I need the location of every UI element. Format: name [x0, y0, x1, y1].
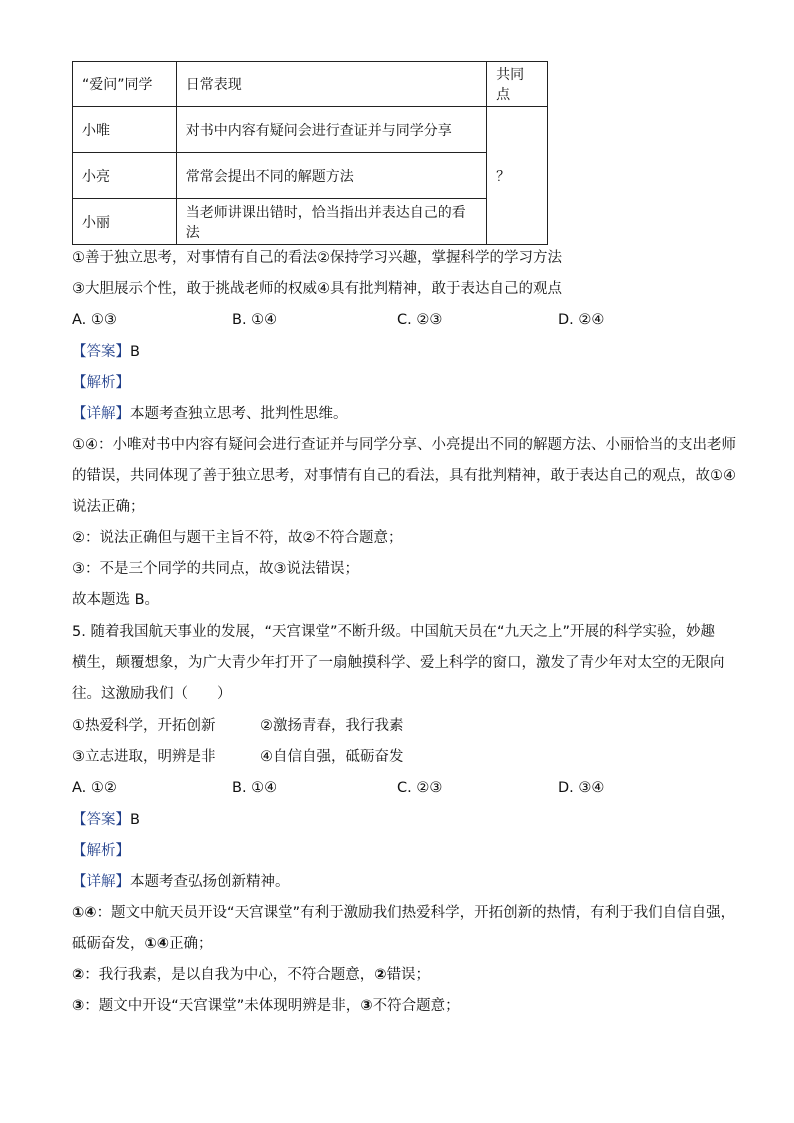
- explanation-text: 正确；: [169, 936, 213, 952]
- explanation-text: 砥砺奋发，: [72, 936, 145, 952]
- header-common: 共同点: [487, 62, 548, 107]
- student-behavior: 当老师讲课出错时，恰当指出并表达自己的看法: [176, 199, 486, 245]
- q5-statement-3: ③立志进取，明辨是非: [72, 749, 216, 765]
- option-label: ③: [72, 998, 85, 1014]
- q4-explanation-line-2: 的错误，共同体现了善于独立思考，对事情有自己的看法，具有批判精神，敢于表达自己的观点，故①④: [72, 468, 736, 484]
- q5-explanation-line-2: [72, 933, 213, 955]
- common-point-cell: ？: [487, 107, 548, 245]
- answer-value: B: [130, 344, 140, 360]
- explanation-text: ：我行我素，是以自我为中心，不符合题意，: [84, 967, 375, 983]
- answer-value: B: [130, 812, 140, 828]
- q5-statement-1: ①热爱科学，开拓创新: [72, 718, 216, 734]
- option-label: ①④: [72, 905, 97, 921]
- header-behavior: 日常表现: [176, 62, 486, 107]
- q5-statement-2: ②激扬青春，我行我素: [260, 718, 404, 734]
- q5-options: [72, 777, 632, 799]
- option-label: ①④: [144, 936, 170, 952]
- q4-option-d[interactable]: D. ②④: [558, 312, 605, 328]
- q4-statement-line-1: ①善于独立思考，对事情有自己的看法②保持学习兴趣，掌握科学的学习方法: [72, 250, 562, 266]
- student-name: 小唯: [73, 107, 177, 153]
- q4-statement-line-2: ③大胆展示个性，敢于挑战老师的权威④具有批判精神，敢于表达自己的观点: [72, 281, 562, 297]
- answer-tag: 【答案】: [72, 344, 130, 360]
- q4-option-b[interactable]: B. ①④: [232, 312, 278, 328]
- q4-analysis-tag: 【解析】: [72, 375, 130, 391]
- q4-conclusion: 故本题选 B。: [72, 592, 160, 608]
- q4-answer: [72, 341, 140, 363]
- student-behavior: 常常会提出不同的解题方法: [176, 153, 486, 199]
- detail-tag: 【详解】: [72, 874, 130, 890]
- table-row: [73, 199, 548, 245]
- student-behavior: 对书中内容有疑问会进行查证并与同学分享: [176, 107, 486, 153]
- q4-explanation-option-3: ③：不是三个同学的共同点，故③说法错误；: [72, 561, 359, 577]
- explanation-text: 不符合题意；: [372, 998, 460, 1014]
- header-student: “爱问”同学: [73, 62, 177, 107]
- q4-explanation-line-1: ①④：小唯对书中内容有疑问会进行查证并与同学分享、小亮提出不同的解题方法、小丽恰当的支出老师: [72, 437, 736, 453]
- q5-answer: [72, 809, 140, 831]
- option-label: ③: [360, 998, 373, 1014]
- q5-stem-line-1: 5. 随着我国航天事业的发展，“天宫课堂”不断升级。中国航天员在“九天之上”开展的科学实验，妙趣: [72, 624, 715, 640]
- q5-detail: [72, 871, 290, 893]
- comparison-table: [72, 61, 548, 245]
- explanation-text: ：题文中航天员开设“天宫课堂”有利于激励我们热爱科学，开拓创新的热情，有利于我们自信自强，: [96, 905, 736, 921]
- q4-explanation-line-3: 说法正确；: [72, 499, 145, 515]
- q5-stem-line-3: 往。这激励我们（ ）: [72, 686, 232, 702]
- q5-analysis-tag: 【解析】: [72, 843, 130, 859]
- explanation-text: ：题文中开设“天宫课堂”未体现明辨是非，: [84, 998, 361, 1014]
- q5-explanation-line-1: [72, 902, 735, 924]
- table-row: [73, 153, 548, 199]
- explanation-text: 错误；: [386, 967, 431, 983]
- student-name: 小丽: [73, 199, 177, 245]
- q4-option-c[interactable]: C. ②③: [397, 312, 443, 328]
- q5-option-b[interactable]: B. ①④: [232, 780, 278, 796]
- detail-text: 本题考查独立思考、批判性思维。: [130, 406, 348, 422]
- q4-options: [72, 309, 632, 331]
- q4-explanation-option-2: ②：说法正确但与题干主旨不符，故②不符合题意；: [72, 530, 403, 546]
- q5-stem-line-2: 横生，颠覆想象，为广大青少年打开了一扇触摸科学、爱上科学的窗口，激发了青少年对太空的无限向: [72, 655, 725, 671]
- detail-text: 本题考查弘扬创新精神。: [130, 874, 290, 890]
- option-label: ②: [72, 967, 85, 983]
- detail-tag: 【详解】: [72, 406, 130, 422]
- answer-tag: 【答案】: [72, 812, 130, 828]
- student-name: 小亮: [73, 153, 177, 199]
- q5-statements-row-1: [72, 715, 472, 737]
- q5-statements-row-2: [72, 746, 472, 768]
- q5-statement-4: ④自信自强，砥砺奋发: [260, 749, 404, 765]
- table-header-row: [73, 62, 548, 107]
- q5-explanation-option-2: [72, 964, 430, 986]
- q5-option-d[interactable]: D. ③④: [558, 780, 605, 796]
- table-row: [73, 107, 548, 153]
- q4-detail: [72, 403, 348, 425]
- q4-option-a[interactable]: A. ①③: [72, 312, 117, 328]
- q5-option-c[interactable]: C. ②③: [397, 780, 443, 796]
- q5-explanation-option-3: [72, 995, 460, 1017]
- option-label: ②: [374, 967, 387, 983]
- q5-option-a[interactable]: A. ①②: [72, 780, 117, 796]
